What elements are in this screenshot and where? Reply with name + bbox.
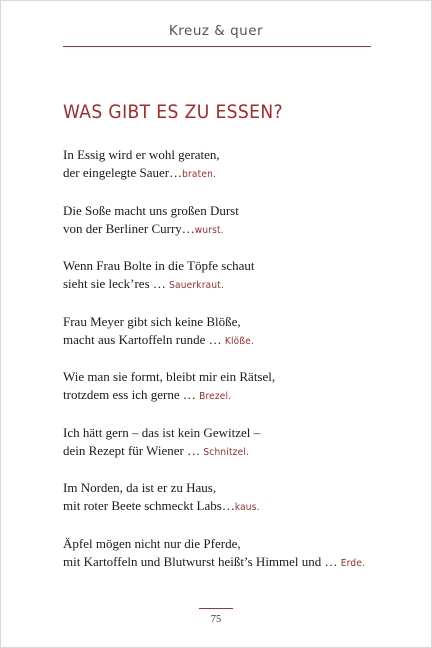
answer-word: wurst. xyxy=(194,224,224,236)
answer-word: braten. xyxy=(182,169,217,180)
poem-line: Frau Meyer gibt sich keine Blöße, xyxy=(63,313,241,329)
poem-line-text: mit Kartoffeln und Blutwurst heißt’s Himmel und … xyxy=(63,553,341,569)
poem-line-text: der eingelegte Sauer… xyxy=(63,165,183,180)
poem-line-text: sieht sie leck’res … xyxy=(63,276,170,291)
poem-line: Ich hätt gern – das ist kein Gewitzel – xyxy=(63,424,261,440)
page-number: 75 xyxy=(210,614,222,625)
poem-line xyxy=(63,331,383,351)
poem-line xyxy=(63,164,383,184)
answer-word: Klöße. xyxy=(224,335,255,347)
poem-line xyxy=(63,553,383,573)
stanza xyxy=(63,479,383,517)
answer-word: kaus. xyxy=(234,502,260,513)
stanza xyxy=(63,313,383,351)
poem-line xyxy=(63,442,383,462)
poem-line xyxy=(63,275,383,295)
poem-line: Wenn Frau Bolte in die Töpfe schaut xyxy=(63,258,255,273)
poem-line: In Essig wird er wohl geraten, xyxy=(63,147,220,162)
header-divider xyxy=(63,46,371,47)
poem-line: Äpfel mögen nicht nur die Pferde, xyxy=(63,535,241,551)
stanza xyxy=(63,535,383,573)
stanza xyxy=(63,424,383,462)
poem-line xyxy=(63,497,383,517)
stanza xyxy=(63,146,383,184)
answer-word: Erde. xyxy=(340,557,366,569)
poem-line: Wie man sie formt, bleibt mir ein Rätsel, xyxy=(63,369,276,384)
answer-word: Schnitzel. xyxy=(203,446,250,458)
poem-line xyxy=(63,386,383,406)
answer-word: Brezel. xyxy=(199,391,232,402)
stanza xyxy=(63,202,383,240)
poem-line xyxy=(63,220,383,240)
poem-line-text: dein Rezept für Wiener … xyxy=(63,442,204,458)
poem-line: Die Soße macht uns großen Durst xyxy=(63,202,239,218)
poem-line-text: trotzdem ess ich gerne … xyxy=(63,387,200,402)
poem-line-text: macht aus Kartoffeln runde … xyxy=(63,331,225,347)
poem-line-text: mit roter Beete schmeckt Labs… xyxy=(63,498,235,513)
running-header: Kreuz & quer xyxy=(168,23,264,39)
poem-line-text: von der Berliner Curry… xyxy=(63,220,195,236)
answer-word: Sauerkraut. xyxy=(169,280,225,291)
footer-divider xyxy=(199,608,233,609)
page-title: WAS GIBT ES ZU ESSEN? xyxy=(63,101,284,123)
stanza xyxy=(63,257,383,295)
poem-line: Im Norden, da ist er zu Haus, xyxy=(63,480,217,495)
stanza xyxy=(63,368,383,406)
poem xyxy=(63,146,383,590)
